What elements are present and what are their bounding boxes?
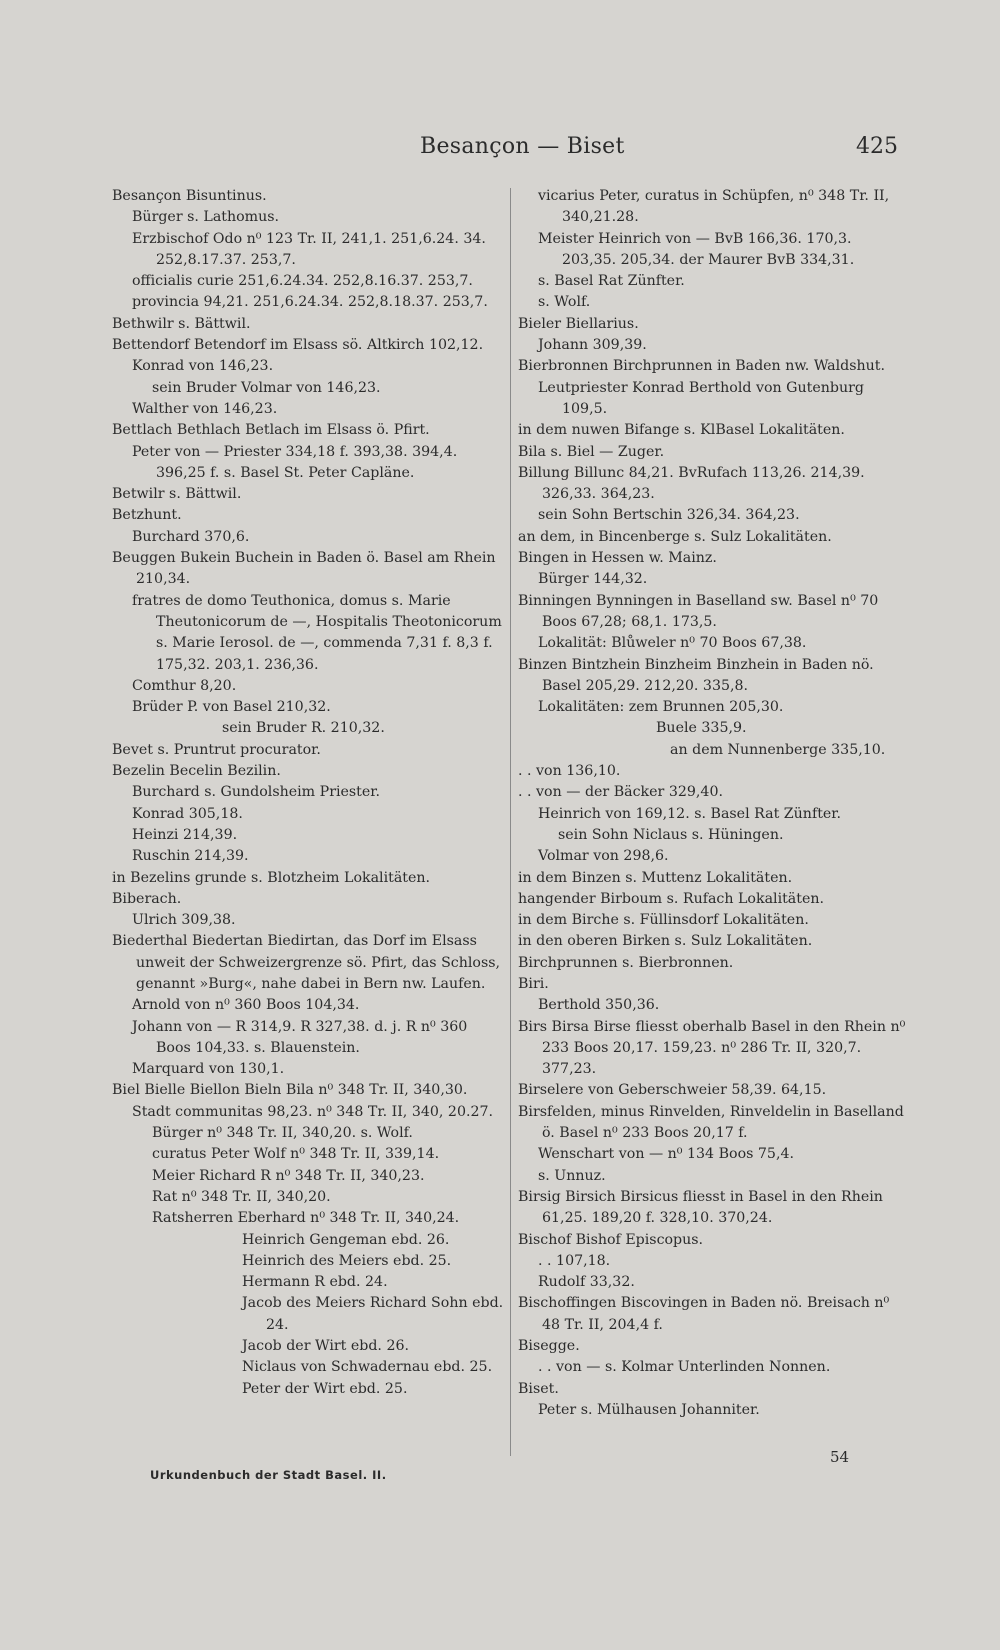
index-entry: in dem Binzen s. Muttenz Lokalitäten. bbox=[518, 869, 793, 886]
index-entry: sein Bruder R. 210,32. bbox=[222, 720, 385, 737]
index-entry: Beuggen Bukein Buchein in Baden ö. Basel am Rhein 210,34. bbox=[112, 550, 496, 588]
index-entry: Bierbronnen Birchprunnen in Baden nw. Waldshut. bbox=[518, 358, 886, 375]
index-entry: Ratsherren Eberhard n⁰ 348 Tr. II, 340,24. bbox=[152, 1210, 460, 1227]
index-entry: Bila s. Biel — Zuger. bbox=[518, 443, 665, 460]
index-entry: Bingen in Hessen w. Mainz. bbox=[518, 550, 717, 567]
index-entry: . . 107,18. bbox=[538, 1252, 611, 1269]
footer-series-line: Urkundenbuch der Stadt Basel. II. bbox=[150, 1468, 387, 1482]
index-entry: in Bezelins grunde s. Blotzheim Lokalitäten. bbox=[112, 869, 431, 886]
column-divider bbox=[510, 188, 511, 1456]
index-entry: Meister Heinrich von — BvB 166,36. 170,3. 203,35. 205,34. der Maurer BvB 334,31. bbox=[538, 230, 855, 268]
index-entry: Konrad 305,18. bbox=[132, 805, 243, 822]
index-entry: Lokalitäten: zem Brunnen 205,30. bbox=[538, 699, 784, 716]
index-entry: Bisegge. bbox=[518, 1338, 580, 1355]
index-entry: Birsfelden, minus Rinvelden, Rinveldelin in Baselland ö. Basel n⁰ 233 Boos 20,17 f. bbox=[518, 1103, 904, 1142]
index-entry: Niclaus von Schwadernau ebd. 25. bbox=[242, 1359, 493, 1376]
index-entry: . . von — der Bäcker 329,40. bbox=[518, 784, 723, 801]
index-entry: an dem Nunnenberge 335,10. bbox=[670, 741, 886, 758]
index-entry: Bettlach Bethlach Betlach im Elsass ö. Pfirt. bbox=[112, 422, 430, 439]
index-entry: Binzen Bintzhein Binzheim Binzhein in Baden nö. Basel 205,29. 212,20. 335,8. bbox=[518, 656, 874, 694]
index-entry: Leutpriester Konrad Berthold von Gutenburg 109,5. bbox=[538, 379, 864, 417]
index-entry: Besançon Bisuntinus. bbox=[112, 188, 267, 204]
signature-mark: 54 bbox=[830, 1448, 850, 1466]
index-entry: Johann 309,39. bbox=[538, 337, 647, 354]
left-column bbox=[112, 186, 504, 1400]
right-column bbox=[518, 186, 906, 1421]
page-number: 425 bbox=[856, 134, 898, 159]
index-entry: fratres de domo Teuthonica, domus s. Marie Theutonicorum de —, Hospitalis Theotonicorum s. Marie Ierosol. de —, commenda 7,31 f. 8,3 f. 175,32. 203,1. 236,36. bbox=[132, 592, 502, 673]
index-entry: Volmar von 298,6. bbox=[538, 848, 669, 865]
index-entry: Burchard s. Gundolsheim Priester. bbox=[132, 784, 381, 801]
index-entry: Biri. bbox=[518, 975, 549, 992]
index-entry: Birchprunnen s. Bierbronnen. bbox=[518, 954, 734, 971]
index-entry: Biset. bbox=[518, 1380, 559, 1397]
index-entry: Jacob der Wirt ebd. 26. bbox=[242, 1338, 410, 1355]
index-entry: Bischof Bishof Episcopus. bbox=[518, 1231, 704, 1248]
index-entry: officialis curie 251,6.24.34. 252,8.16.37. 253,7. bbox=[132, 273, 473, 290]
index-entry: sein Sohn Bertschin 326,34. 364,23. bbox=[538, 507, 800, 524]
index-entry: vicarius Peter, curatus in Schüpfen, n⁰ 348 Tr. II, 340,21.28. bbox=[538, 188, 890, 226]
index-entry: Walther von 146,23. bbox=[132, 400, 278, 417]
index-entry: hangender Birboum s. Rufach Lokalitäten. bbox=[518, 890, 825, 907]
index-entry: Birsig Birsich Birsicus fliesst in Basel in den Rhein 61,25. 189,20 f. 328,10. 370,24. bbox=[518, 1188, 883, 1227]
index-entry: Heinrich von 169,12. s. Basel Rat Zünfter. bbox=[538, 805, 842, 822]
index-entry: sein Bruder Volmar von 146,23. bbox=[152, 379, 381, 396]
index-entry: Peter der Wirt ebd. 25. bbox=[242, 1380, 408, 1397]
index-entry: Brüder P. von Basel 210,32. bbox=[132, 699, 331, 716]
index-entry: s. Basel Rat Zünfter. bbox=[538, 273, 685, 290]
index-entry: Comthur 8,20. bbox=[132, 677, 237, 694]
index-entry: Bethwilr s. Bättwil. bbox=[112, 315, 251, 332]
index-entry: Birs Birsa Birse fliesst oberhalb Basel in den Rhein n⁰ 233 Boos 20,17. 159,23. n⁰ 286 Tr. II, 320,7. 377,23. bbox=[518, 1018, 906, 1078]
index-entry: Bezelin Becelin Bezilin. bbox=[112, 763, 281, 780]
index-entry: Burchard 370,6. bbox=[132, 528, 250, 545]
index-entry: Biel Bielle Biellon Bieln Bila n⁰ 348 Tr. II, 340,30. bbox=[112, 1082, 468, 1099]
index-entry: Bevet s. Pruntrut procurator. bbox=[112, 741, 321, 758]
index-entry: Berthold 350,36. bbox=[538, 997, 660, 1014]
index-entry: Meier Richard R n⁰ 348 Tr. II, 340,23. bbox=[152, 1167, 425, 1184]
index-entry: Heinrich des Meiers ebd. 25. bbox=[242, 1252, 452, 1269]
index-entry: Betzhunt. bbox=[112, 507, 182, 524]
index-entry: Billung Billunc 84,21. BvRufach 113,26. 214,39. 326,33. 364,23. bbox=[518, 464, 865, 503]
index-entry: Heinrich Gengeman ebd. 26. bbox=[242, 1231, 450, 1248]
index-entry: Lokalität: Blůweler n⁰ 70 Boos 67,38. bbox=[538, 635, 807, 652]
index-entry: Biberach. bbox=[112, 890, 182, 907]
index-entry: Johann von — R 314,9. R 327,38. d. j. R n⁰ 360 Boos 104,33. s. Blauenstein. bbox=[132, 1018, 468, 1056]
index-entry: Ruschin 214,39. bbox=[132, 848, 249, 865]
index-entry: Birselere von Geberschweier 58,39. 64,15. bbox=[518, 1082, 827, 1099]
index-entry: in dem nuwen Bifange s. KlBasel Lokalitäten. bbox=[518, 422, 845, 439]
index-entry: s. Unnuz. bbox=[538, 1167, 606, 1184]
index-entry: Bürger n⁰ 348 Tr. II, 340,20. s. Wolf. bbox=[152, 1125, 413, 1142]
index-entry: Bettendorf Betendorf im Elsass sö. Altkirch 102,12. bbox=[112, 337, 484, 354]
index-entry: Bieler Biellarius. bbox=[518, 315, 639, 332]
index-entry: Jacob des Meiers Richard Sohn ebd. 24. bbox=[242, 1295, 504, 1333]
index-entry: sein Sohn Niclaus s. Hüningen. bbox=[558, 826, 784, 843]
running-title: Besançon — Biset bbox=[420, 134, 625, 159]
index-entry: Biederthal Biedertan Biedirtan, das Dorf im Elsass unweit der Schweizergrenze sö. Pfirt, das Schloss, genannt »Burg«, nahe dabei in Bern nw. Laufen. bbox=[112, 933, 501, 992]
index-entry: . . von — s. Kolmar Unterlinden Nonnen. bbox=[538, 1359, 831, 1376]
index-entry: . . von 136,10. bbox=[518, 763, 621, 780]
index-entry: s. Wolf. bbox=[538, 294, 591, 311]
index-entry: an dem, in Bincenberge s. Sulz Lokalitäten. bbox=[518, 528, 832, 545]
index-entry: in den oberen Birken s. Sulz Lokalitäten. bbox=[518, 933, 813, 950]
index-entry: Rat n⁰ 348 Tr. II, 340,20. bbox=[152, 1188, 331, 1205]
index-entry: Binningen Bynningen in Baselland sw. Basel n⁰ 70 Boos 67,28; 68,1. 173,5. bbox=[518, 592, 879, 630]
index-entry: Erzbischof Odo n⁰ 123 Tr. II, 241,1. 251,6.24. 34. 252,8.17.37. 253,7. bbox=[132, 230, 486, 268]
index-entry: Stadt communitas 98,23. n⁰ 348 Tr. II, 340, 20.27. bbox=[132, 1103, 494, 1120]
index-entry: curatus Peter Wolf n⁰ 348 Tr. II, 339,14. bbox=[152, 1146, 440, 1163]
index-entry: provincia 94,21. 251,6.24.34. 252,8.18.37. 253,7. bbox=[132, 294, 488, 311]
index-entry: Bischoffingen Biscovingen in Baden nö. Breisach n⁰ 48 Tr. II, 204,4 f. bbox=[518, 1295, 890, 1333]
index-entry: Peter von — Priester 334,18 f. 393,38. 394,4. 396,25 f. s. Basel St. Peter Capläne. bbox=[132, 443, 458, 481]
index-entry: Rudolf 33,32. bbox=[538, 1274, 635, 1291]
index-entry: Hermann R ebd. 24. bbox=[242, 1274, 388, 1291]
index-entry: Ulrich 309,38. bbox=[132, 912, 236, 929]
index-entry: Peter s. Mülhausen Johanniter. bbox=[538, 1401, 760, 1418]
index-entry: Buele 335,9. bbox=[656, 720, 747, 737]
index-entry: Konrad von 146,23. bbox=[132, 358, 274, 375]
index-entry: Heinzi 214,39. bbox=[132, 826, 238, 843]
index-entry: Arnold von n⁰ 360 Boos 104,34. bbox=[132, 997, 360, 1014]
index-entry: Betwilr s. Bättwil. bbox=[112, 486, 242, 503]
index-entry: in dem Birche s. Füllinsdorf Lokalitäten. bbox=[518, 912, 809, 929]
index-entry: Marquard von 130,1. bbox=[132, 1061, 285, 1078]
index-entry: Wenschart von — n⁰ 134 Boos 75,4. bbox=[538, 1146, 794, 1163]
index-entry: Bürger s. Lathomus. bbox=[132, 209, 280, 226]
index-entry: Bürger 144,32. bbox=[538, 571, 648, 588]
